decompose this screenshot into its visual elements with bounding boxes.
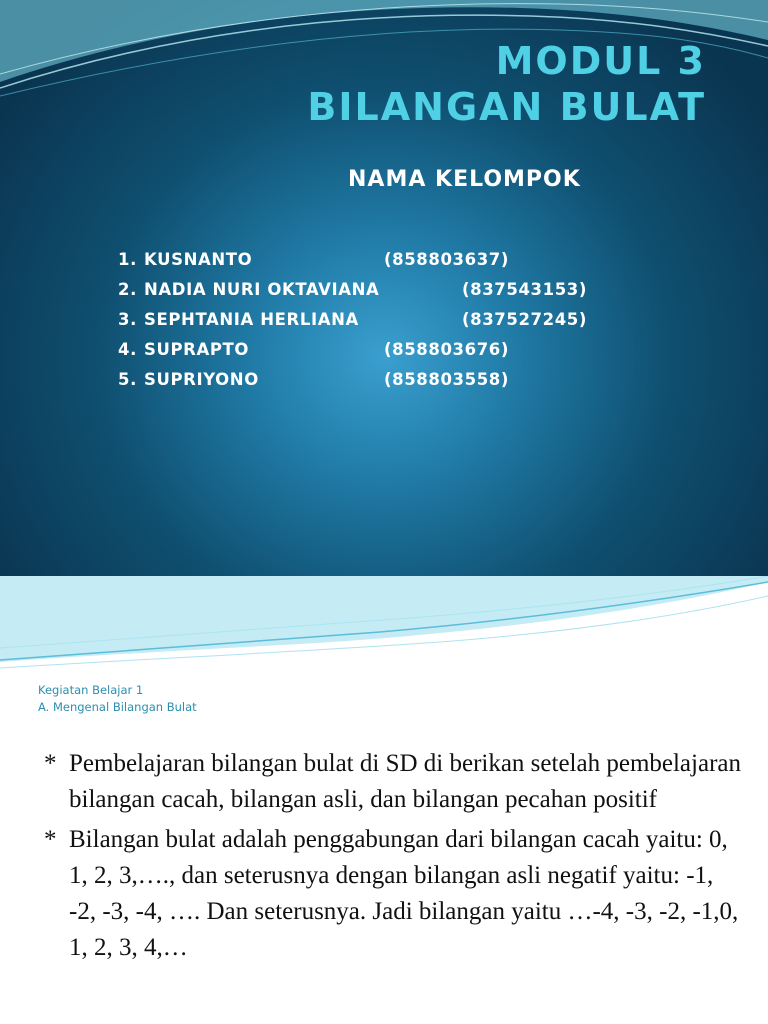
- bullet-text: Bilangan bulat adalah penggabungan dari bilangan cacah yaitu: 0, 1, 2, 3,…., dan seterusnya dengan bilangan asli negatif yaitu: -1, -2, -3, -4, …. Dan seterusnya. Jadi bilangan yaitu …-4, -3, -2, -1,0, 1, 2, 3, 4,…: [69, 826, 739, 961]
- member-number: 5.: [118, 370, 137, 389]
- member-name: SUPRIYONO: [144, 370, 259, 389]
- bullet-marker: *: [44, 826, 57, 853]
- member-name: NADIA NURI OKTAVIANA: [144, 280, 380, 299]
- bullet-text: Pembelajaran bilangan bulat di SD di berikan setelah pembelajaran bilangan cacah, bilangan asli, dan bilangan pecahan positif: [69, 750, 741, 813]
- title-line-1: MODUL 3: [495, 39, 706, 83]
- member-name: SUPRAPTO: [144, 340, 250, 359]
- lesson-heading: [38, 682, 197, 716]
- member-number: 2.: [118, 280, 137, 299]
- decorative-waves: [0, 576, 768, 671]
- member-name: KUSNANTO: [144, 250, 253, 269]
- bullet-item: [44, 746, 744, 818]
- bullet-marker: *: [44, 750, 57, 777]
- lesson-title: Kegiatan Belajar 1: [38, 683, 144, 697]
- group-name-heading: NAMA KELOMPOK: [348, 167, 581, 192]
- content-slide: [0, 576, 768, 1024]
- member-number: 1.: [118, 250, 137, 269]
- member-id: (858803676): [384, 340, 510, 359]
- bullet-list: [44, 746, 744, 970]
- slide-title: [307, 38, 706, 130]
- member-id: (837527245): [462, 310, 588, 329]
- bullet-item: [44, 822, 744, 966]
- lesson-subtitle: A. Mengenal Bilangan Bulat: [38, 700, 197, 714]
- member-number: 3.: [118, 310, 137, 329]
- member-id: (858803558): [384, 370, 510, 389]
- member-id: (858803637): [384, 250, 510, 269]
- member-number: 4.: [118, 340, 137, 359]
- member-id: (837543153): [462, 280, 588, 299]
- title-line-2: BILANGAN BULAT: [307, 85, 706, 129]
- member-name: SEPHTANIA HERLIANA: [144, 310, 359, 329]
